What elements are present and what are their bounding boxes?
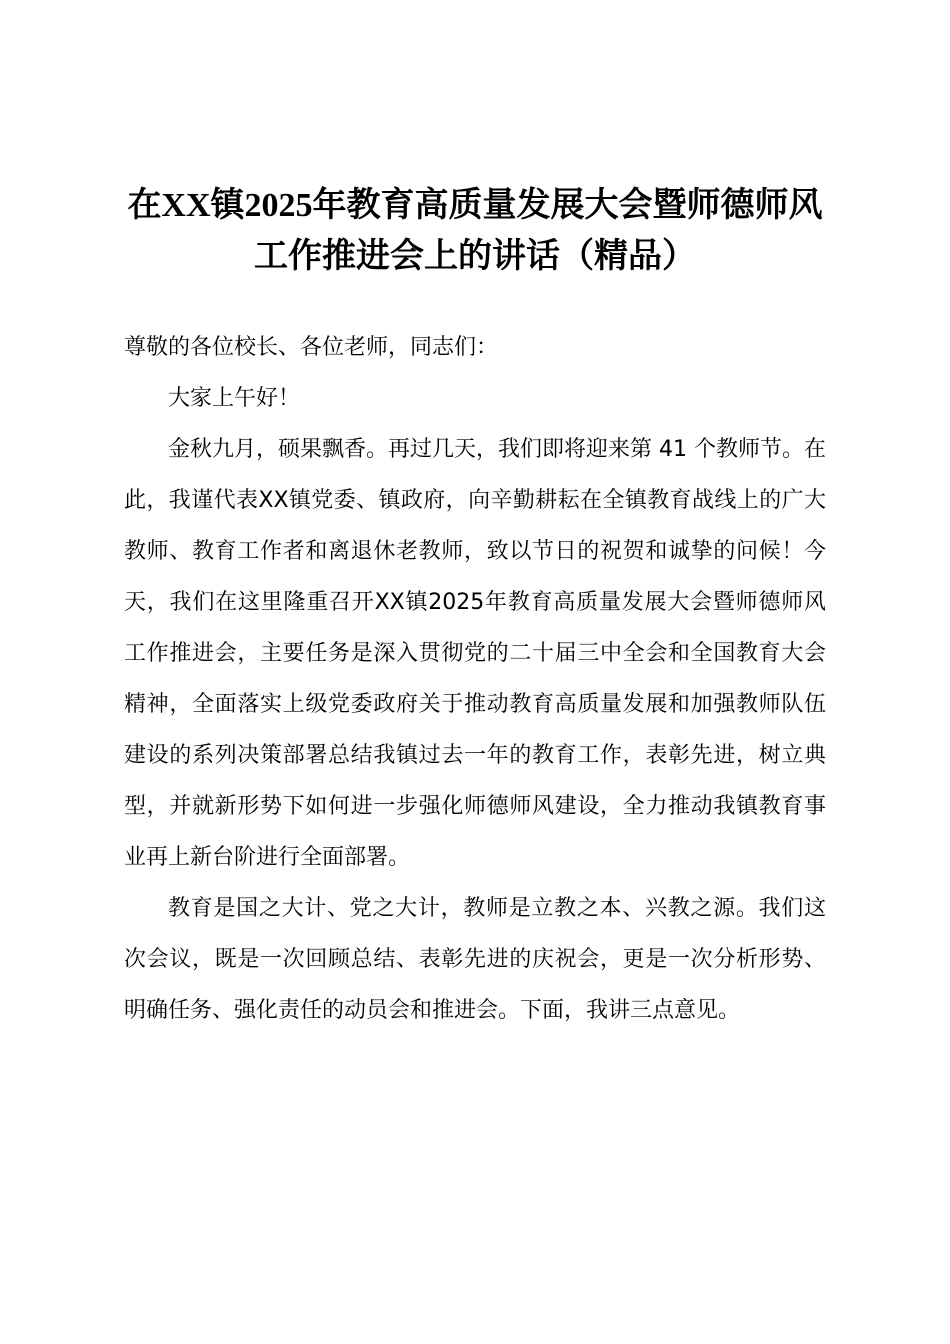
- paragraph-main-body: 金秋九月，硕果飘香。再过几天，我们即将迎来第 41 个教师节。在此，我谨代表XX镇党委、镇政府，向辛勤耕耘在全镇教育战线上的广大教师、教育工作者和离退休老教师，致以节日的祝贺和诚挚的问候！今天，我们在这里隆重召开XX镇2025年教育高质量发展大会暨师德师风工作推进会，主要任务是深入贯彻党的二十届三中全会和全国教育大会精神，全面落实上级党委政府关于推动教育高质量发展和加强教师队伍建设的系列决策部署总结我镇过去一年的教育工作，表彰先进，树立典型，并就新形势下如何进一步强化师德师风建设，全力推动我镇教育事业再上新台阶进行全面部署。: [124, 437, 826, 870]
- paragraph-greeting: 大家上午好！: [168, 386, 301, 411]
- paragraph-salutation: 尊敬的各位校长、各位老师，同志们：: [124, 335, 499, 360]
- document-title: 在XX镇2025年教育高质量发展大会暨师德师风工作推进会上的讲话（精品）: [127, 187, 823, 275]
- paragraph-closing: 教育是国之大计、党之大计，教师是立教之本、兴教之源。我们这次会议，既是一次回顾总结、表彰先进的庆祝会，更是一次分析形势、明确任务、强化责任的动员会和推进会。下面，我讲三点意见。: [124, 896, 826, 1023]
- document-body: [124, 322, 826, 1036]
